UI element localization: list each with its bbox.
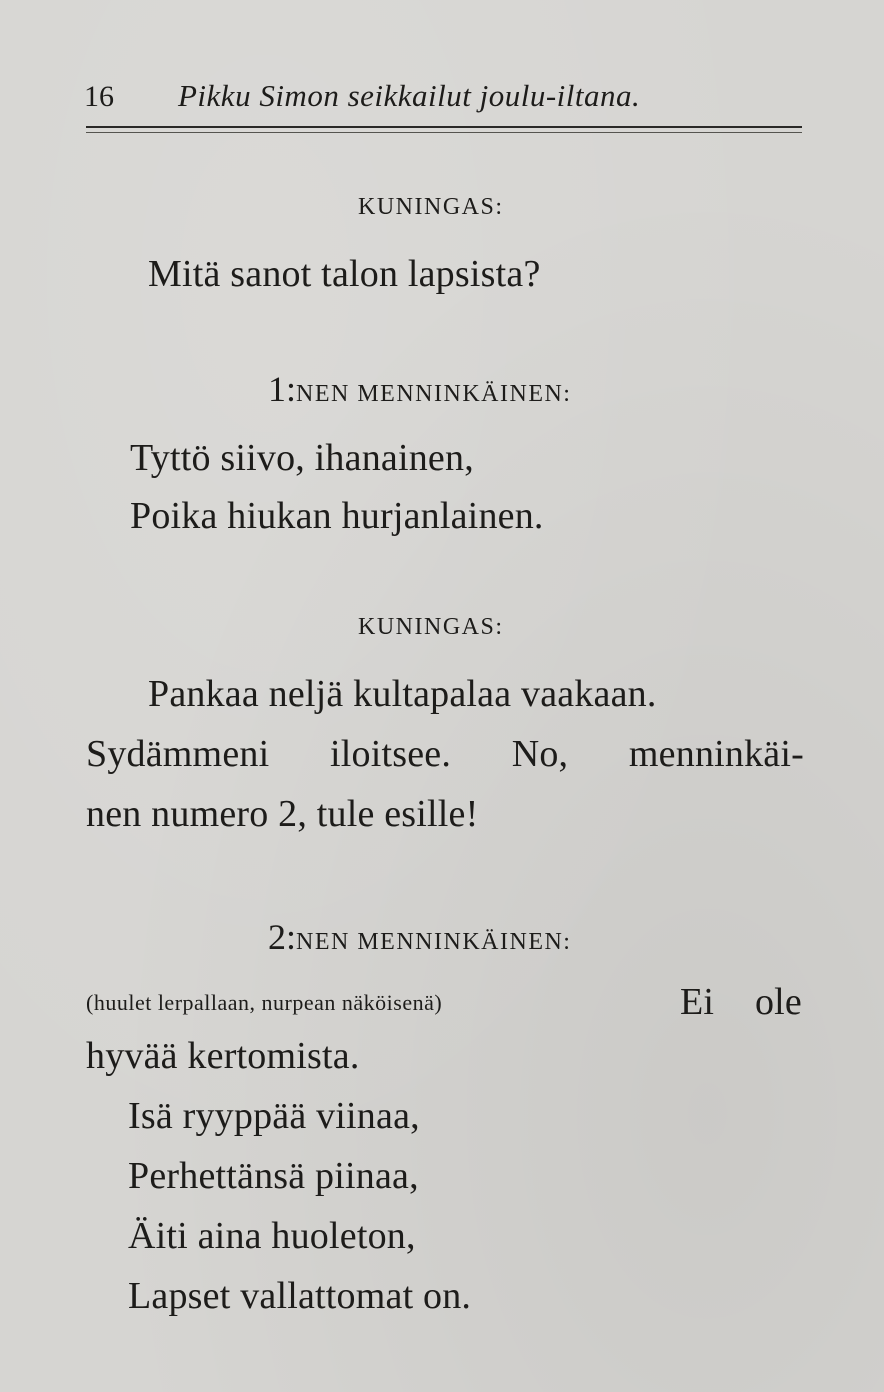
word: ole: [754, 981, 802, 1023]
speaker-name: NEN MENNINKÄINEN:: [296, 381, 572, 407]
dialogue-line: hyvää kertomista.: [86, 1035, 360, 1077]
dialogue-line-justified: [86, 732, 804, 776]
dialogue-line: Pankaa neljä kultapalaa vaakaan.: [148, 673, 657, 715]
stage-direction: (huulet lerpallaan, nurpean näköisenä): [86, 990, 443, 1015]
speaker-king-2: KUNINGAS:: [358, 614, 504, 640]
word: menninkäi-: [628, 733, 804, 775]
verse-line: Lapset vallattomat on.: [128, 1275, 472, 1317]
speaker-goblin-2: [268, 916, 571, 958]
header-rule: [86, 126, 802, 128]
word: Ei: [680, 981, 715, 1023]
word: No,: [511, 733, 569, 775]
verse-line: Poika hiukan hurjanlainen.: [130, 495, 544, 537]
word: Sydämmeni: [86, 733, 270, 775]
page-header: [84, 72, 804, 122]
header-rule-secondary: [86, 132, 802, 133]
running-title: Pikku Simon seikkailut joulu-iltana.: [178, 78, 641, 113]
page-number: 16: [84, 80, 114, 113]
word: iloitsee.: [330, 733, 452, 775]
verse-line: Tyttö siivo, ihanainen,: [130, 437, 474, 479]
speaker-goblin-1: [268, 368, 571, 410]
dialogue-line: nen numero 2, tule esille!: [86, 793, 479, 835]
verse-line: Perhettänsä piinaa,: [128, 1155, 419, 1197]
verse-line: Isä ryyppää viinaa,: [128, 1095, 420, 1137]
verse-line: Äiti aina huoleton,: [128, 1215, 416, 1257]
dialogue-line: Mitä sanot talon lapsista?: [148, 253, 541, 295]
speaker-king-1: KUNINGAS:: [358, 194, 504, 220]
dialogue-line-end: [680, 980, 802, 1024]
speaker-number: 1:: [268, 369, 297, 409]
speaker-number: 2:: [268, 917, 297, 957]
speaker-name: NEN MENNINKÄINEN:: [296, 929, 572, 955]
